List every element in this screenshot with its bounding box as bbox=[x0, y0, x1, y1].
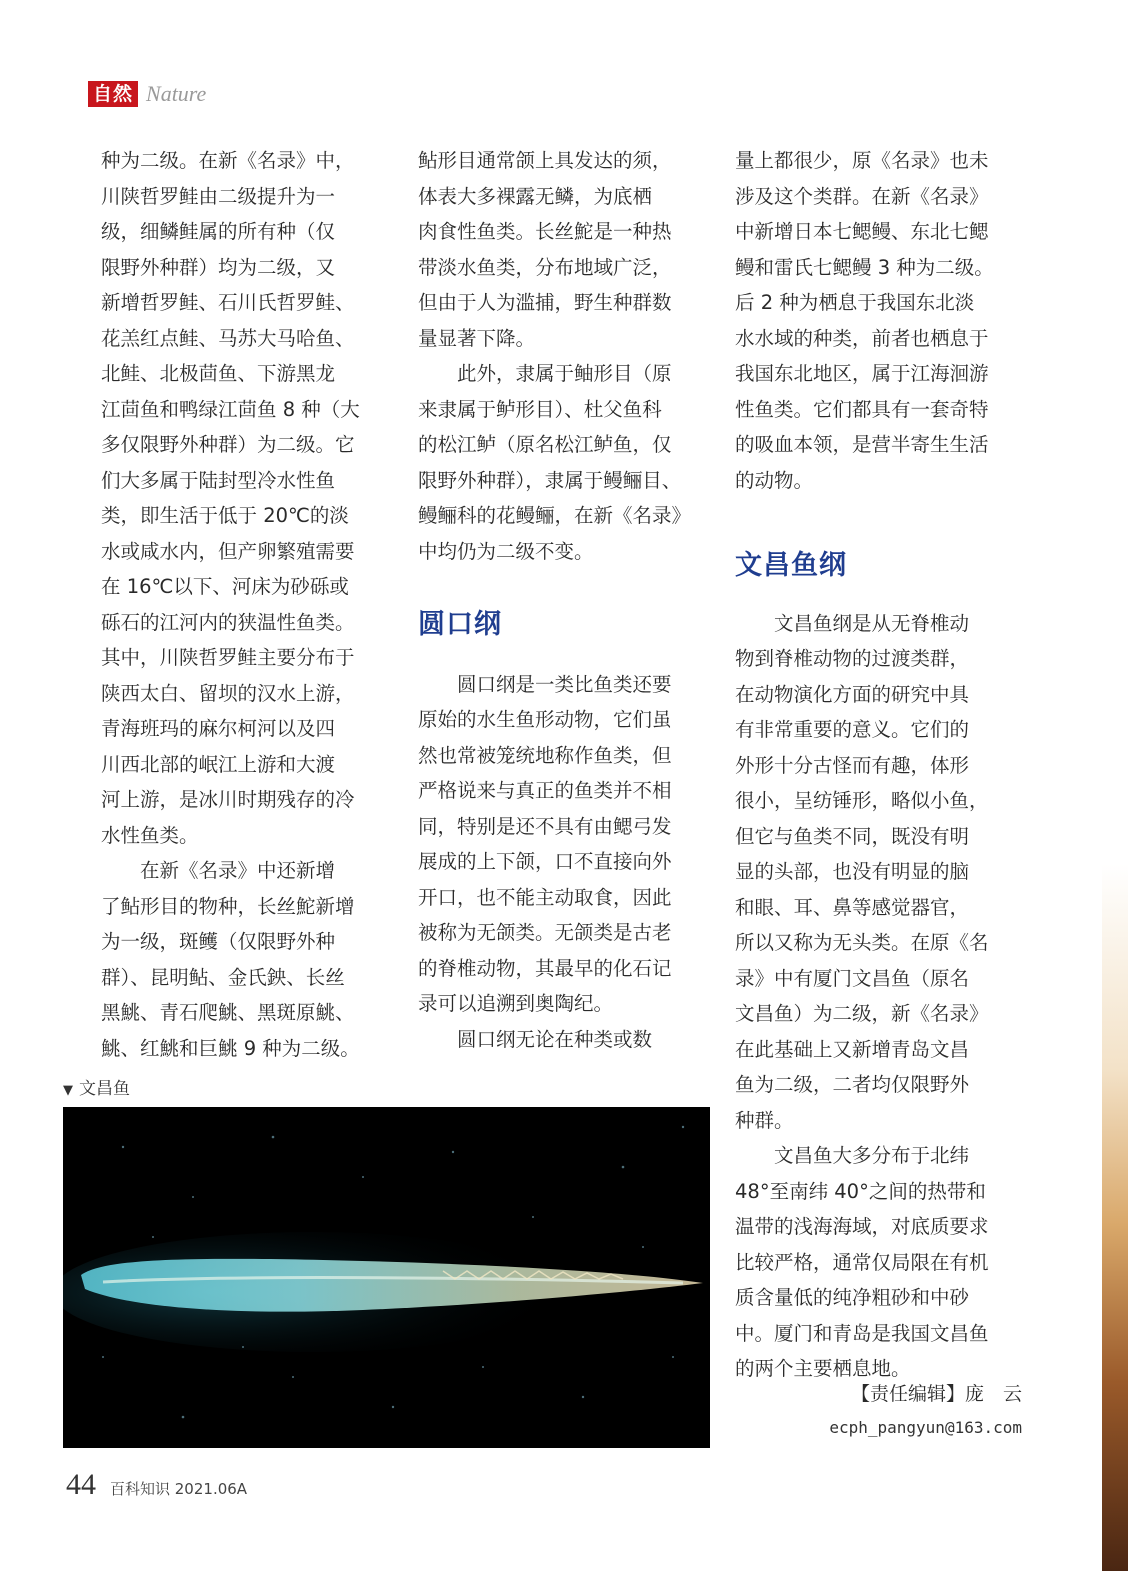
figure-caption bbox=[63, 1074, 130, 1099]
paragraph: 量上都很少，原《名录》也未 涉及这个类群。在新《名录》 中新增日本七鳃鳗、东北七鳃 鳗和雷氏七鳃鳗 3 种为二级。 后 2 种为栖息于我国东北淡 水水域的种类，前者也栖息于 我国东北地区，属于江海洄游 性鱼类。它们都具有一套奇特 的吸血本领，是营半寄生生活 的动物。 bbox=[735, 149, 994, 492]
section-english-label: Nature bbox=[146, 81, 207, 106]
paragraph: 此外，隶属于鲉形目（原 来隶属于鲈形目）、杜父鱼科 的松江鲈（原名松江鲈鱼，仅 限野外种群），隶属于鳗鲡目、 鳗鲡科的花鳗鲡，在新《名录》 中均仍为二级不变。 bbox=[418, 362, 692, 563]
section-header bbox=[88, 80, 206, 108]
editor-email: ecph_pangyun@163.com bbox=[829, 1418, 1022, 1437]
text-column-1 bbox=[101, 143, 391, 1066]
section-heading-amphioxus: 文昌鱼纲 bbox=[735, 550, 847, 581]
text-column-2 bbox=[418, 143, 708, 1057]
triangle-down-icon: ▼ bbox=[63, 1083, 73, 1098]
paragraph: 圆口纲是一类比鱼类还要 原始的水生鱼形动物，它们虽 然也常被笼统地称作鱼类，但 严格说来与真正的鱼类并不相 同，特别是还不具有由鳃弓发 展成的上下颌，口不直接向外 开口，也不能主动取食，因此 被称为无颌类。无颌类是古老 的脊椎动物，其最早的化石记 录可以追溯到奥陶纪。 bbox=[418, 672, 672, 1015]
section-badge: 自然 bbox=[88, 81, 138, 107]
caption-text: 文昌鱼 bbox=[79, 1079, 130, 1099]
paragraph: 文昌鱼纲是从无脊椎动 物到脊椎动物的过渡类群， 在动物演化方面的研究中具 有非常重要的意义。它们的 外形十分古怪而有趣，体形 很小，呈纺锤形，略似小鱼， 但它与鱼类不同，既没有明 显的头部，也没有明显的脑 和眼、耳、鼻等感觉器官， 所以又称为无头类。在原《名 录》中有厦门文昌鱼（原名 文昌鱼）为二级，新《名录》 在此基础上又新增青岛文昌 鱼为二级，二者均仅限野外 种群。 bbox=[735, 611, 989, 1132]
text-column-3 bbox=[735, 143, 1025, 1387]
paragraph: 文昌鱼大多分布于北纬 48°至南纬 40°之间的热带和 温带的浅海海域，对底质要求 比较严格，通常仅局限在有机 质含量低的纯净粗砂和中砂 中。厦门和青岛是我国文昌鱼 的两个主要栖息地。 bbox=[735, 1144, 989, 1380]
paragraph: 鲇形目通常颌上具发达的须， 体表大多裸露无鳞，为底栖 肉食性鱼类。长丝鮀是一种热 带淡水鱼类，分布地域广泛， 但由于人为滥捕，野生种群数 量显著下降。 bbox=[418, 149, 672, 350]
responsible-editor: 【责任编辑】庞 云 bbox=[850, 1383, 1022, 1405]
paragraph: 圆口纲无论在种类或数 bbox=[457, 1027, 653, 1051]
section-heading-cyclostomata: 圆口纲 bbox=[418, 609, 502, 640]
page-edge-decoration bbox=[1102, 0, 1128, 1571]
magazine-issue: 百科知识 2021.06A bbox=[110, 1480, 248, 1498]
page-footer bbox=[66, 1468, 247, 1502]
amphioxus-photo bbox=[63, 1107, 710, 1448]
paragraph: 在新《名录》中还新增 了鲇形目的物种，长丝鮀新增 为一级，斑鳠（仅限野外种 群）、昆明鲇、金氏鉠、长丝 黑鮡、青石爬鮡、黑斑原鮡、 鮡、红鮡和巨鮡 9 种为二级。 bbox=[101, 859, 360, 1060]
amphioxus-illustration bbox=[63, 1107, 710, 1448]
page-number: 44 bbox=[66, 1468, 96, 1501]
paragraph: 种为二级。在新《名录》中， 川陕哲罗鲑由二级提升为一 级，细鳞鲑属的所有种（仅 限野外种群）均为二级，又 新增哲罗鲑、石川氏哲罗鲑、 花羔红点鲑、马苏大马哈鱼、 北鲑、北极茴鱼、下游黑龙 江茴鱼和鸭绿江茴鱼 8 种（大 多仅限野外种群）为二级。它 们大多属于陆封型冷水性鱼 类，即生活于低于 20℃的淡 水或咸水内，但产卵繁殖需要 在 16℃以下、河床为砂砾或 砾石的江河内的狭温性鱼类。 其中，川陕哲罗鲑主要分布于 陕西太白、留坝的汉水上游， 青海班玛的麻尔柯河以及四 川西北部的岷江上游和大渡 河上游，是冰川时期残存的冷 水性鱼类。 bbox=[101, 149, 360, 847]
